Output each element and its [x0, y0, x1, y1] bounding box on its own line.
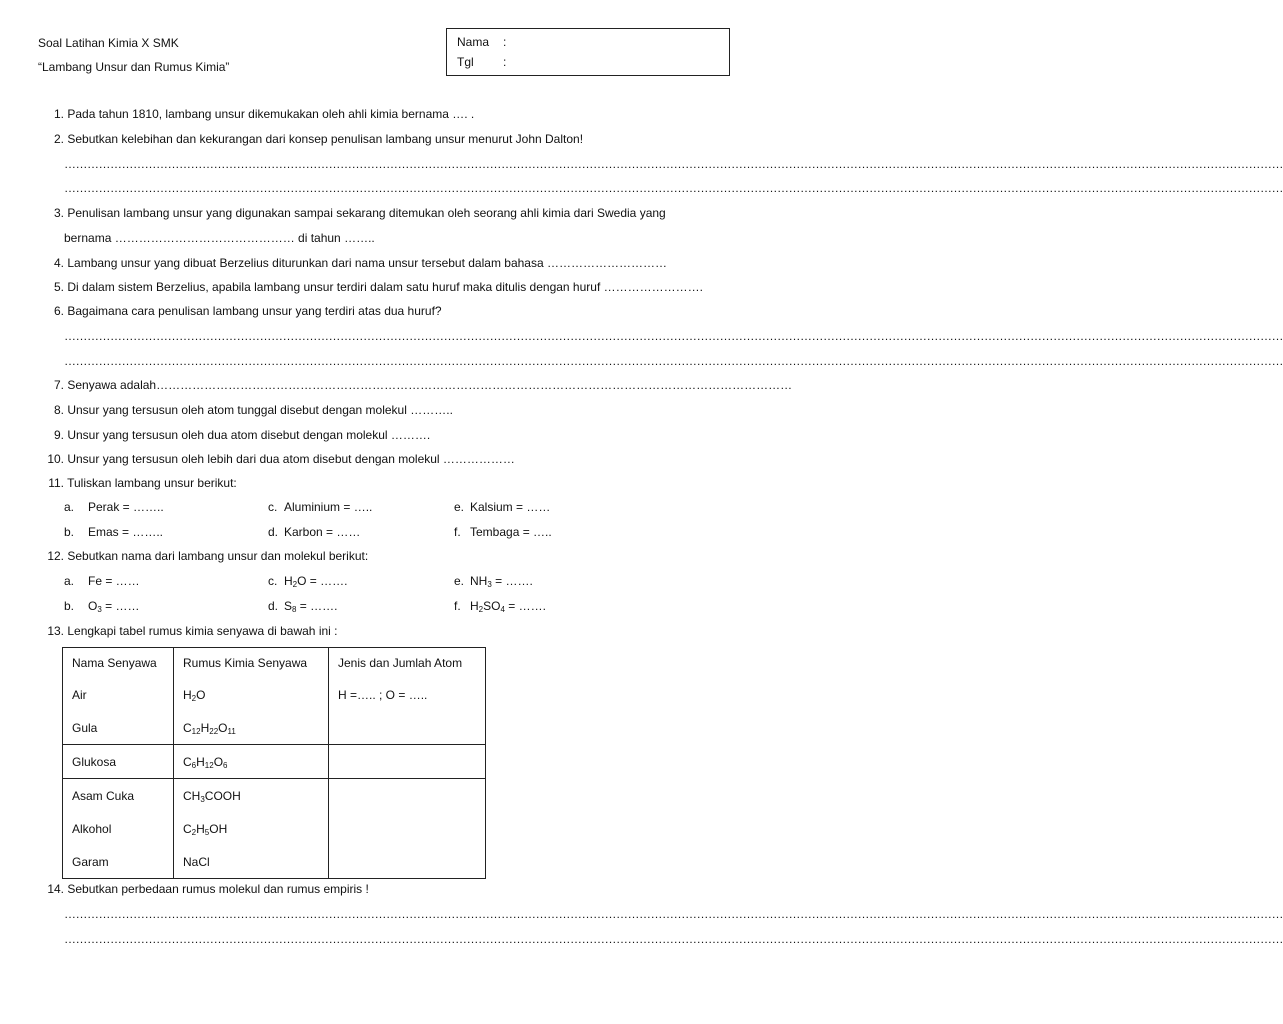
- question-text: Senyawa adalah……………………………………………………………………………………………………………………………………………: [67, 378, 793, 392]
- identity-box: [446, 28, 730, 76]
- formula-part: H: [196, 754, 205, 769]
- formula-part: NaCl: [183, 854, 210, 869]
- option-letter: c.: [268, 574, 278, 588]
- table-row: [63, 678, 486, 711]
- question-number: 6.: [53, 304, 64, 318]
- atom-count-cell[interactable]: [329, 845, 486, 879]
- compound-formula: [174, 812, 329, 845]
- formula-part: = …….: [491, 574, 533, 588]
- question-11: [38, 476, 738, 490]
- formula-part: C: [183, 720, 192, 735]
- option-text: Fe = ……: [88, 574, 140, 588]
- atom-count-cell[interactable]: [329, 812, 486, 845]
- question-number: 14.: [47, 882, 64, 896]
- question-text: Unsur yang tersusun oleh dua atom disebut dengan molekul ……….: [67, 428, 431, 442]
- compound-name: Alkohol: [63, 812, 174, 845]
- worksheet-subtitle: “Lambang Unsur dan Rumus Kimia”: [38, 60, 230, 74]
- option-letter: a.: [64, 500, 75, 514]
- date-row: [457, 54, 719, 74]
- atom-count-cell[interactable]: [329, 779, 486, 813]
- option-a: [64, 500, 164, 514]
- question-number: 9.: [53, 428, 64, 442]
- formula-part: = …….: [296, 599, 338, 613]
- formula-subscript: 2: [478, 605, 484, 614]
- column-header: Jenis dan Jumlah Atom: [329, 648, 486, 679]
- table-row: [63, 845, 486, 879]
- question-number: 10.: [47, 452, 64, 466]
- formula-subscript: 6: [191, 760, 197, 770]
- question-number: 3.: [53, 206, 64, 220]
- formula-part: NH: [470, 574, 488, 588]
- option-letter: d.: [268, 599, 279, 613]
- compound-formula: [174, 745, 329, 779]
- answer-line: …………………………………………………………………………………………………………………………………………………………………………………………………………………………………………………………………………………………: [64, 329, 1283, 343]
- question-14: [38, 882, 738, 896]
- option-letter: f.: [454, 599, 461, 613]
- formula-subscript: 5: [204, 827, 210, 837]
- question-3: [38, 206, 738, 220]
- question-text: Tuliskan lambang unsur berikut:: [67, 476, 237, 490]
- formula-part: O = …….: [297, 574, 348, 588]
- question-5: [38, 280, 738, 294]
- formula-subscript: 2: [191, 693, 197, 703]
- question-text: Lambang unsur yang dibuat Berzelius diturunkan dari nama unsur tersebut dalam bahasa …………………………: [67, 256, 667, 270]
- option-b: [64, 599, 139, 613]
- column-header: Nama Senyawa: [63, 648, 174, 679]
- table-row: [63, 779, 486, 813]
- question-text: Pada tahun 1810, lambang unsur dikemukakan oleh ahli kimia bernama …. .: [67, 107, 475, 121]
- question-7: [38, 378, 793, 392]
- question-text: Sebutkan kelebihan dan kekurangan dari konsep penulisan lambang unsur menurut John Dalton!: [67, 132, 584, 146]
- question-text: Unsur yang tersusun oleh lebih dari dua atom disebut dengan molekul ………………: [67, 452, 515, 466]
- date-colon: :: [503, 55, 507, 69]
- option-d: [268, 525, 360, 539]
- formula-part: = …….: [504, 599, 546, 613]
- option-letter: a.: [64, 574, 75, 588]
- atom-count-cell[interactable]: [329, 745, 486, 779]
- question-text: Unsur yang tersusun oleh atom tunggal disebut dengan molekul ………..: [67, 403, 453, 417]
- question-number: 1.: [53, 107, 64, 121]
- atom-count-cell[interactable]: H =….. ; O = …..: [329, 678, 486, 711]
- question-10: [38, 452, 738, 466]
- formula-part: H: [183, 687, 192, 702]
- name-label: Nama: [457, 35, 490, 49]
- formula-part: H: [196, 821, 205, 836]
- name-row: [457, 34, 719, 54]
- question-number: 2.: [53, 132, 64, 146]
- compound-name: Glukosa: [63, 745, 174, 779]
- question-text: Penulisan lambang unsur yang digunakan sampai sekarang ditemukan oleh seorang ahli kimia dari Swedia yang: [67, 206, 666, 220]
- question-number: 4.: [53, 256, 64, 270]
- question-number: 7.: [53, 378, 64, 392]
- formula-part: H: [284, 574, 293, 588]
- option-e: [454, 500, 550, 514]
- formula-subscript: 3: [200, 794, 205, 804]
- question-text: Bagaimana cara penulisan lambang unsur yang terdiri atas dua huruf?: [67, 304, 442, 318]
- question-1: [38, 107, 738, 121]
- formula-part: H: [200, 720, 210, 735]
- name-colon: :: [503, 35, 507, 49]
- compound-formula: [174, 678, 329, 711]
- option-b: [64, 525, 163, 539]
- option-c: [268, 500, 372, 514]
- question-number: 11.: [48, 476, 64, 490]
- option-a: [64, 574, 140, 588]
- option-letter: f.: [454, 525, 461, 539]
- formula-subscript: 2: [292, 580, 298, 589]
- answer-line: …………………………………………………………………………………………………………………………………………………………………………………………………………………………………………………………………………………………: [64, 932, 1283, 946]
- formula-part: C: [183, 821, 192, 836]
- option-letter: e.: [454, 500, 465, 514]
- formula-subscript: 3: [487, 580, 492, 589]
- option-c: [268, 574, 347, 588]
- question-12: [38, 549, 738, 563]
- compound-name: Asam Cuka: [63, 779, 174, 813]
- option-letter: d.: [268, 525, 279, 539]
- option-text: Tembaga = …..: [470, 525, 552, 539]
- question-8: [38, 403, 738, 417]
- answer-line: …………………………………………………………………………………………………………………………………………………………………………………………………………………………………………………………………………………………: [64, 354, 1283, 368]
- option-letter: b.: [64, 525, 75, 539]
- option-f: [454, 525, 552, 539]
- option-text: Karbon = ……: [284, 525, 361, 539]
- formula-part: O: [196, 687, 206, 702]
- table-row: [63, 812, 486, 845]
- compound-formula: [174, 711, 329, 745]
- worksheet-header: [38, 36, 229, 84]
- formula-subscript: 11: [227, 726, 236, 736]
- formula-part: S: [284, 599, 293, 613]
- option-letter: c.: [268, 500, 278, 514]
- option-d: [268, 599, 337, 613]
- formula-part: H: [470, 599, 479, 613]
- formula-subscript: 12: [204, 760, 214, 770]
- question-6: [38, 304, 738, 318]
- option-letter: b.: [64, 599, 75, 613]
- question-text: Di dalam sistem Berzelius, apabila lambang unsur terdiri dalam satu huruf maka ditulis dengan huruf …………………….: [67, 280, 703, 294]
- question-9: [38, 428, 738, 442]
- formula-subscript: 6: [223, 760, 228, 770]
- formula-subscript: 12: [191, 726, 201, 736]
- question-number: 12.: [47, 549, 64, 563]
- date-label: Tgl: [457, 55, 474, 69]
- formula-part: O: [213, 754, 224, 769]
- formula-subscript: 4: [500, 605, 505, 614]
- formula-subscript: 2: [191, 827, 197, 837]
- option-text: Perak = ……..: [88, 500, 164, 514]
- formula-part: CH: [183, 788, 201, 803]
- compound-formula: [174, 779, 329, 813]
- question-number: 8.: [53, 403, 64, 417]
- question-text: Sebutkan nama dari lambang unsur dan molekul berikut:: [67, 549, 369, 563]
- table-row: [63, 745, 486, 779]
- formula-part: OH: [209, 821, 228, 836]
- worksheet-title: Soal Latihan Kimia X SMK: [38, 36, 179, 50]
- answer-line: …………………………………………………………………………………………………………………………………………………………………………………………………………………………………………………………………………………………: [64, 157, 1283, 171]
- formula-subscript: 3: [97, 605, 102, 614]
- compound-formula: [174, 845, 329, 879]
- option-text: Kalsium = ……: [470, 500, 551, 514]
- question-4: [38, 256, 738, 270]
- formula-part: O: [88, 599, 98, 613]
- compound-name: Garam: [63, 845, 174, 879]
- formula-part: C: [183, 754, 192, 769]
- table-row: [63, 711, 486, 745]
- answer-line: …………………………………………………………………………………………………………………………………………………………………………………………………………………………………………………………………………………………: [64, 907, 1283, 921]
- formula-part: = ……: [101, 599, 140, 613]
- option-f: [454, 599, 546, 613]
- option-text: Aluminium = …..: [284, 500, 373, 514]
- atom-count-cell[interactable]: [329, 711, 486, 745]
- option-e: [454, 574, 533, 588]
- answer-line: …………………………………………………………………………………………………………………………………………………………………………………………………………………………………………………………………………………………: [64, 181, 1283, 195]
- formula-part: O: [218, 720, 228, 735]
- column-header: Rumus Kimia Senyawa: [174, 648, 329, 679]
- table-header-row: [63, 648, 486, 679]
- formula-part: COOH: [204, 788, 241, 803]
- compound-name: Air: [63, 678, 174, 711]
- formula-part: SO: [483, 599, 501, 613]
- question-13: [38, 624, 738, 638]
- option-letter: e.: [454, 574, 465, 588]
- compound-name: Gula: [63, 711, 174, 745]
- question-text: Lengkapi tabel rumus kimia senyawa di bawah ini :: [67, 624, 338, 638]
- option-text: Emas = ……..: [88, 525, 164, 539]
- question-number: 13.: [47, 624, 64, 638]
- question-text: Sebutkan perbedaan rumus molekul dan rumus empiris !: [67, 882, 369, 896]
- formula-subscript: 8: [292, 605, 297, 614]
- question-3-continued: bernama ……………………………………… di tahun ……..: [64, 231, 375, 245]
- question-number: 5.: [53, 280, 64, 294]
- question-2: [38, 132, 738, 146]
- formula-subscript: 22: [209, 726, 219, 736]
- chemical-formula-table: [62, 647, 486, 879]
